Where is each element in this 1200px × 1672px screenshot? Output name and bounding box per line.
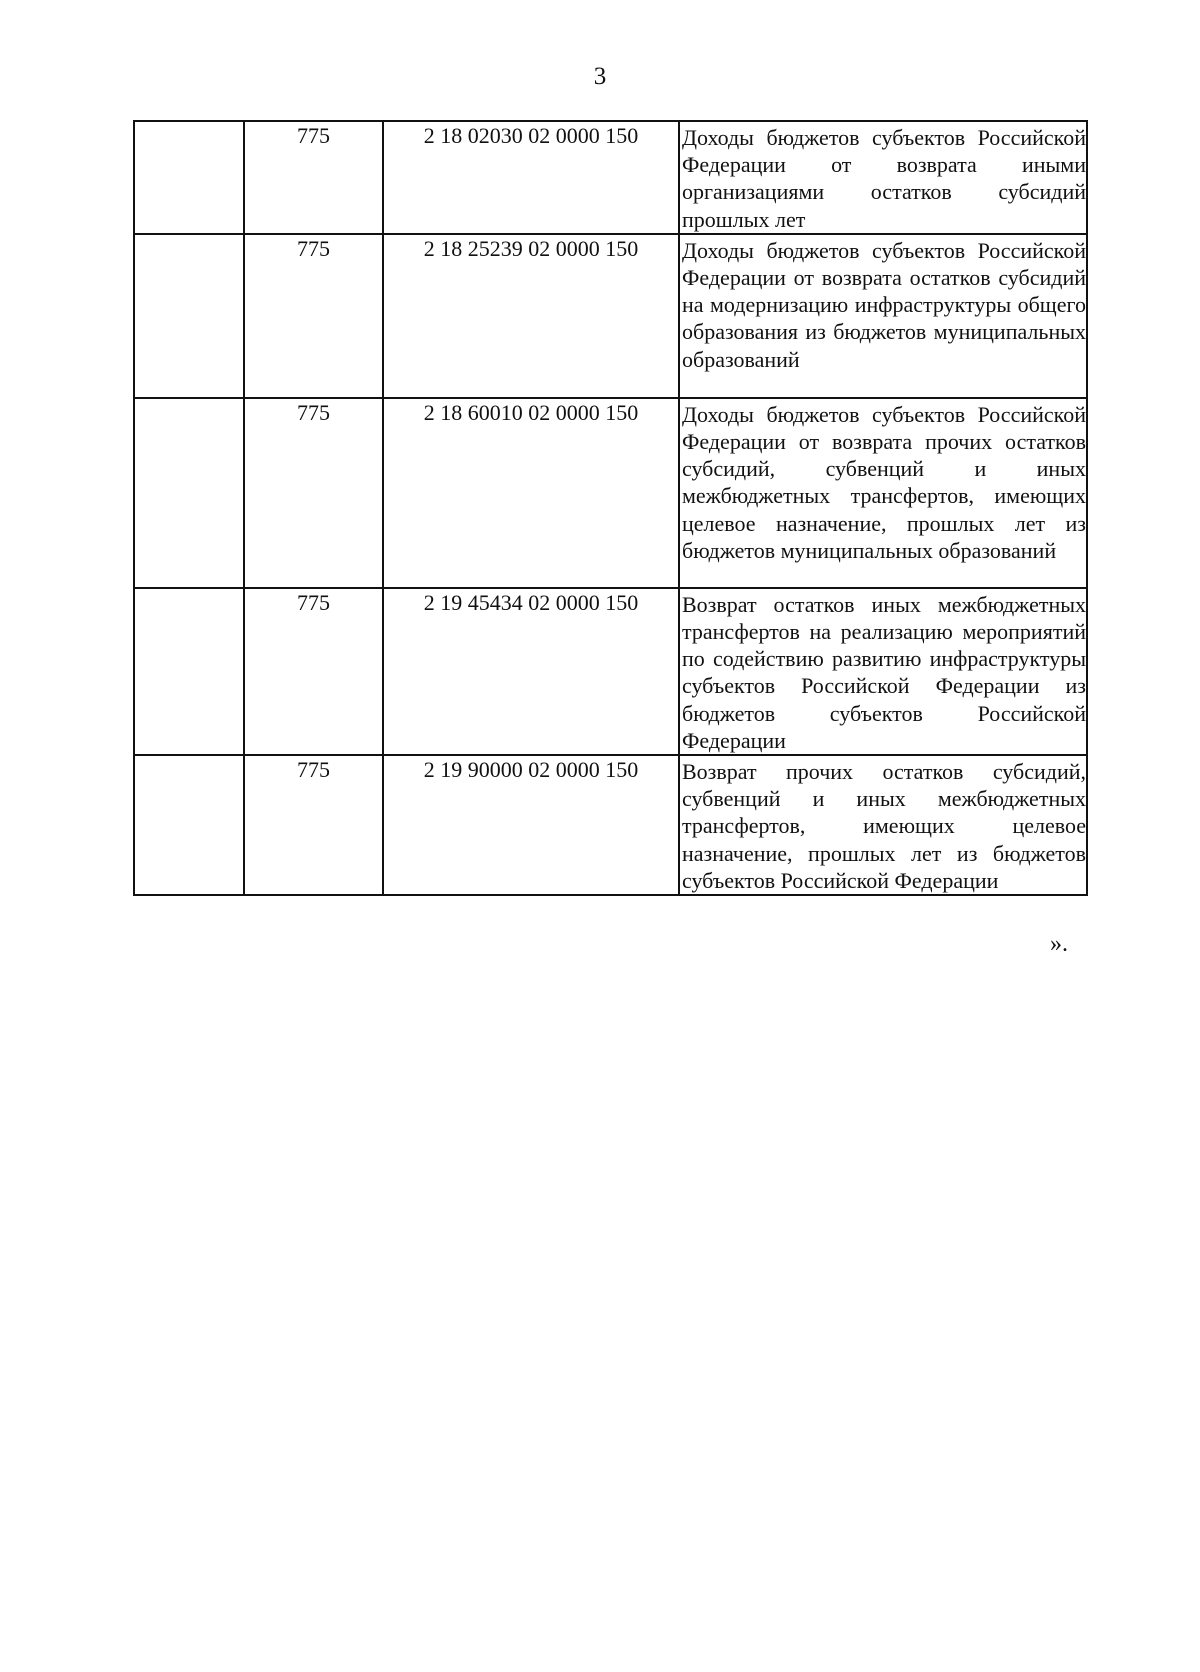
empty-cell	[134, 398, 244, 588]
budget-code-cell: 2 18 25239 02 0000 150	[383, 234, 679, 398]
empty-cell	[134, 121, 244, 234]
budget-code-cell: 2 19 45434 02 0000 150	[383, 588, 679, 755]
empty-cell	[134, 234, 244, 398]
description-text: Возврат прочих остатков субсидий, субвенций и иных межбюджетных трансфертов, имеющих целевое назначение, прошлых лет из бюджетов субъектов Российской Федерации	[682, 759, 1086, 893]
empty-cell	[134, 588, 244, 755]
table-row	[134, 398, 1087, 588]
description-cell	[679, 755, 1087, 895]
admin-code-cell: 775	[244, 755, 383, 895]
description-text: Возврат остатков иных межбюджетных трансфертов на реализацию мероприятий по содействию развитию инфраструктуры субъектов Российской Федерации из бюджетов субъектов Российской Федерации	[682, 591, 1086, 753]
description-cell	[679, 234, 1087, 398]
admin-code-cell: 775	[244, 234, 383, 398]
table-row	[134, 588, 1087, 755]
description-cell	[679, 121, 1087, 234]
closing-quote: ».	[1050, 931, 1068, 957]
table-row	[134, 755, 1087, 895]
description-cell	[679, 588, 1087, 755]
description-text: Доходы бюджетов субъектов Российской Федерации от возврата иными организациями остатков субсидий прошлых лет	[682, 125, 1086, 232]
budget-code-cell: 2 19 90000 02 0000 150	[383, 755, 679, 895]
budget-code-cell: 2 18 60010 02 0000 150	[383, 398, 679, 588]
budget-codes-table	[133, 120, 1088, 896]
description-text: Доходы бюджетов субъектов Российской Федерации от возврата остатков субсидий на модернизацию инфраструктуры общего образования из бюджетов муниципальных образований	[682, 237, 1086, 372]
budget-code-cell: 2 18 02030 02 0000 150	[383, 121, 679, 234]
empty-cell	[134, 755, 244, 895]
table-row	[134, 121, 1087, 234]
description-cell	[679, 398, 1087, 588]
table-row	[134, 234, 1087, 398]
admin-code-cell: 775	[244, 398, 383, 588]
page-number: 3	[593, 63, 607, 90]
description-text: Доходы бюджетов субъектов Российской Федерации от возврата прочих остатков субсидий, субвенций и иных межбюджетных трансфертов, имеющих целевое назначение, прошлых лет из бюджетов муниципальных образований	[682, 401, 1086, 563]
admin-code-cell: 775	[244, 121, 383, 234]
admin-code-cell: 775	[244, 588, 383, 755]
